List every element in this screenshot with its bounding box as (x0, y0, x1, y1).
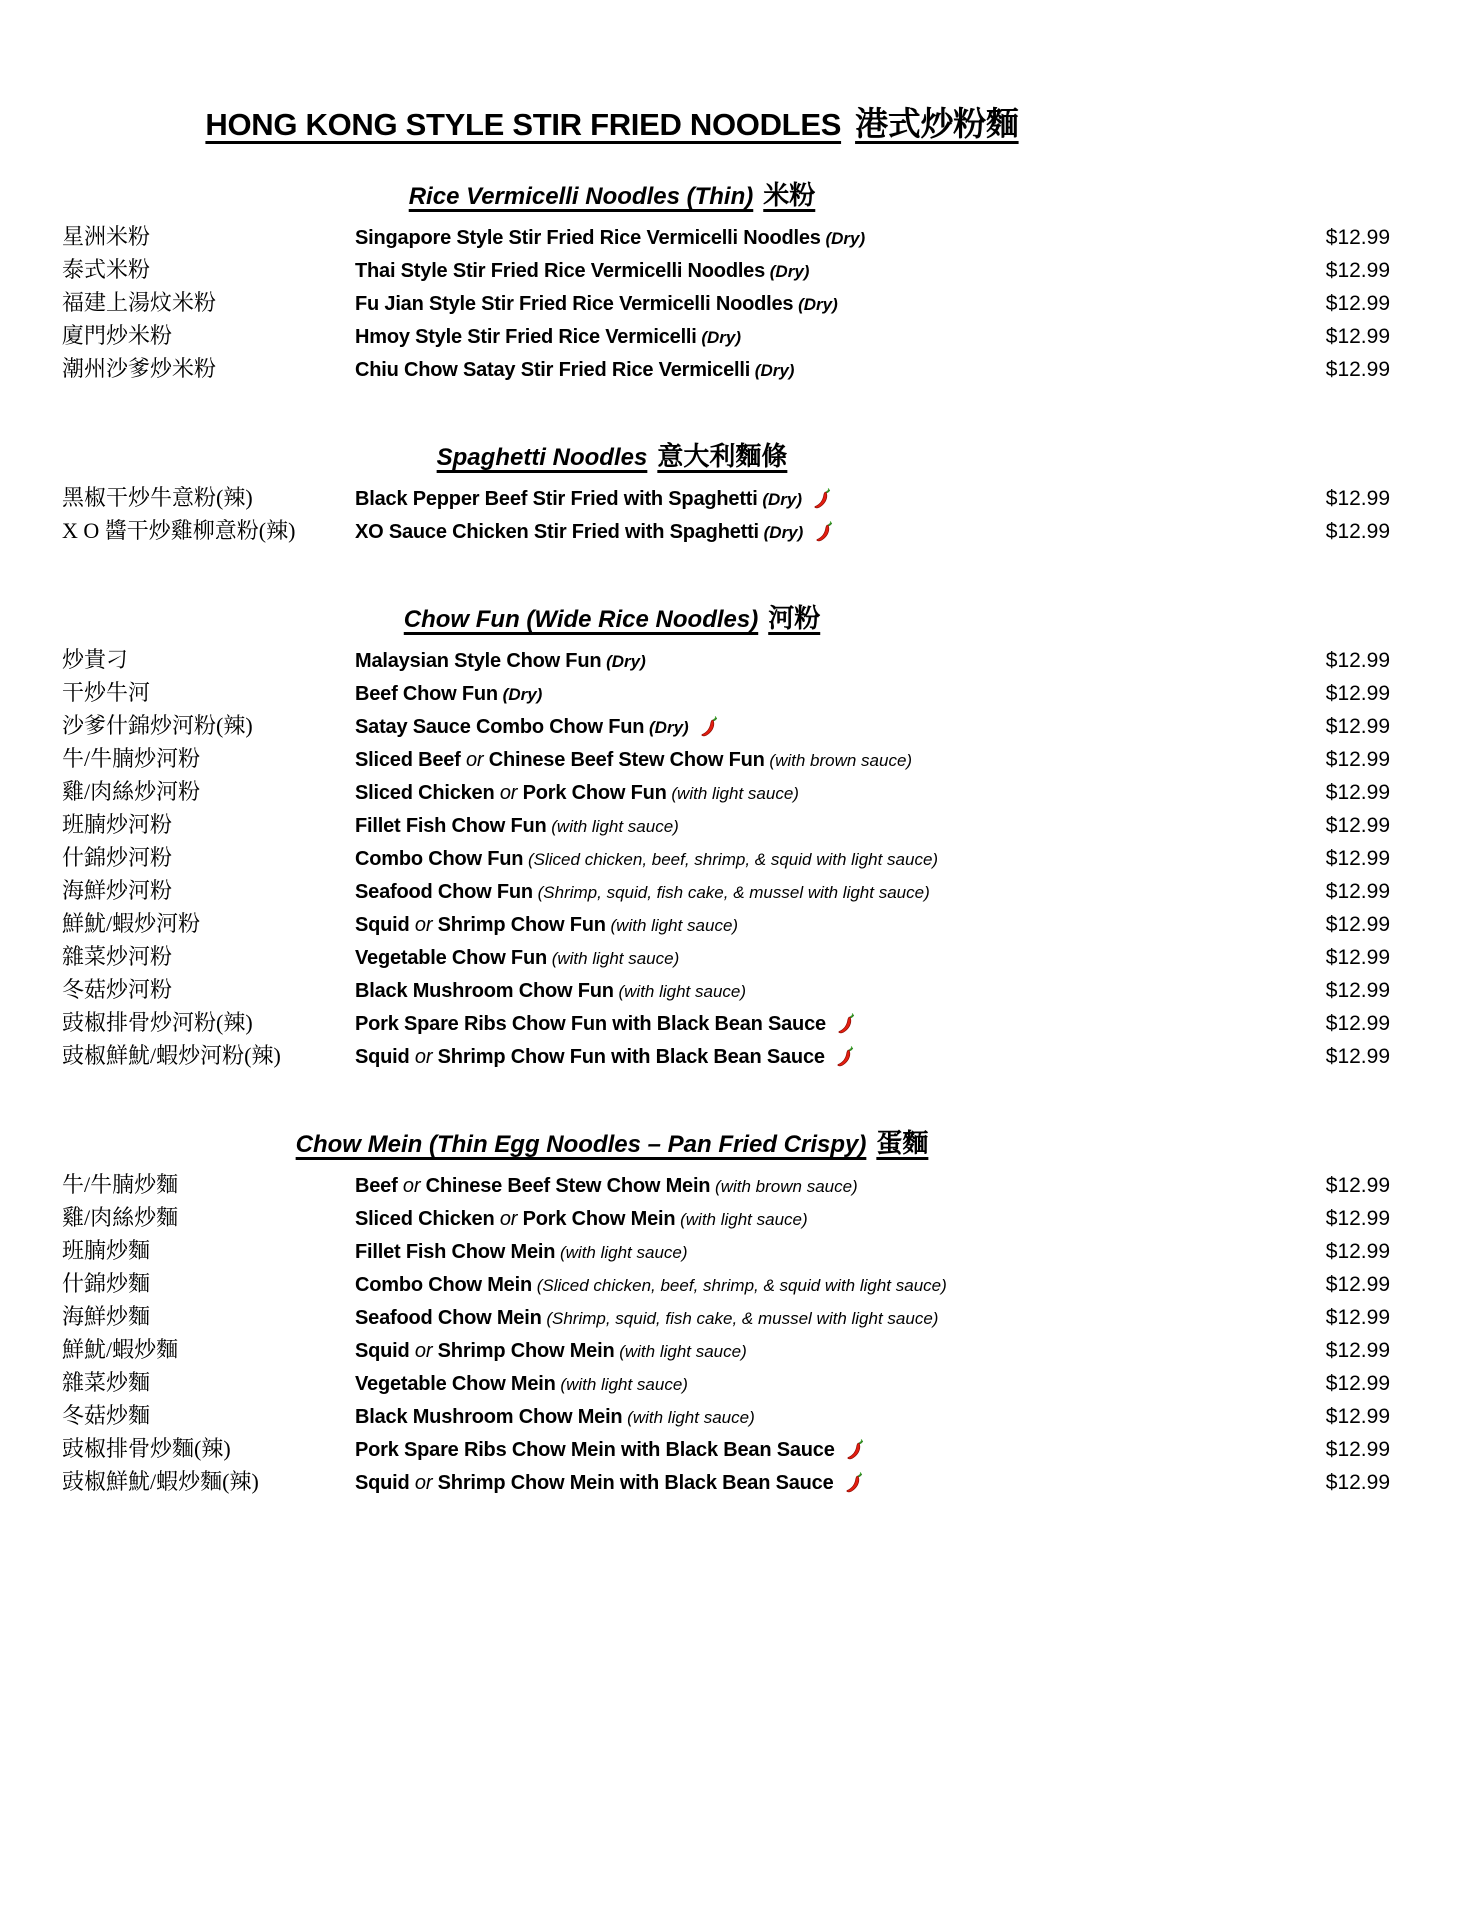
item-name-chinese: 雜菜炒麵 (62, 1370, 151, 1395)
item-price: $12.99 (1325, 1339, 1390, 1362)
menu-sections (62, 175, 1390, 1499)
item-name-english: Combo Chow Mein (Sliced chicken, beef, shrimp, & squid with light sauce) (355, 1274, 947, 1296)
item-name-english: Combo Chow Fun (Sliced chicken, beef, shrimp, & squid with light sauce) (355, 848, 939, 870)
item-price: $12.99 (1325, 1174, 1390, 1197)
item-name-english: Pork Spare Ribs Chow Fun with Black Bean Sauce (355, 1009, 1295, 1040)
item-name-english: Thai Style Stir Fried Rice Vermicelli Noodles (Dry) (355, 260, 810, 282)
item-name-chinese: 泰式米粉 (62, 257, 151, 282)
item-price: $12.99 (1325, 325, 1390, 348)
menu-item-row (62, 842, 1390, 875)
menu-item-row (62, 1301, 1390, 1334)
item-name-english: Sliced Beef or Chinese Beef Stew Chow Fun (with brown sauce) (355, 749, 913, 771)
item-price: $12.99 (1325, 880, 1390, 903)
section-heading-english: Rice Vermicelli Noodles (Thin) (408, 183, 754, 210)
section-heading-underlined (404, 606, 820, 633)
section-heading (62, 1123, 1162, 1160)
section-heading (62, 436, 1162, 473)
item-price: $12.99 (1325, 814, 1390, 837)
item-name-chinese: 潮州沙爹炒米粉 (62, 356, 217, 381)
item-name-chinese: 豉椒排骨炒麵(辣) (62, 1436, 231, 1461)
menu-section (62, 598, 1390, 1073)
menu-item-row (62, 941, 1390, 974)
item-name-chinese: 炒貴刁 (62, 647, 129, 672)
item-price: $12.99 (1325, 1438, 1390, 1461)
item-price: $12.99 (1325, 1273, 1390, 1296)
chili-pepper-icon (838, 1013, 855, 1034)
menu-item-row (62, 809, 1390, 842)
menu-item-row (62, 743, 1390, 776)
item-name-english: Satay Sauce Combo Chow Fun (Dry) (355, 712, 1295, 743)
section-heading-chinese: 米粉 (763, 181, 816, 210)
item-price: $12.99 (1325, 913, 1390, 936)
item-price: $12.99 (1325, 358, 1390, 381)
item-name-english: Seafood Chow Mein (Shrimp, squid, fish cake, & mussel with light sauce) (355, 1307, 939, 1329)
item-price: $12.99 (1325, 847, 1390, 870)
item-name-chinese: 海鮮炒麵 (62, 1304, 151, 1329)
menu-item-row (62, 1268, 1390, 1301)
item-name-english: Vegetable Chow Mein (with light sauce) (355, 1373, 688, 1395)
section-heading-english: Chow Fun (Wide Rice Noodles) (403, 606, 759, 633)
menu-item-row (62, 1169, 1390, 1202)
item-name-english: Sliced Chicken or Pork Chow Fun (with light sauce) (355, 782, 799, 804)
menu-item-row (62, 353, 1390, 386)
item-name-chinese: 牛/牛腩炒河粉 (62, 746, 201, 771)
menu-item-row (62, 1007, 1390, 1040)
item-name-chinese: 黑椒干炒牛意粉(辣) (62, 485, 253, 510)
menu-item-row (62, 644, 1390, 677)
item-name-english: Squid or Shrimp Chow Fun with Black Bean Sauce (355, 1042, 1295, 1073)
item-price: $12.99 (1325, 520, 1390, 543)
section-heading-english: Chow Mein (Thin Egg Noodles – Pan Fried Crispy) (295, 1131, 867, 1158)
item-name-english: Seafood Chow Fun (Shrimp, squid, fish cake, & mussel with light sauce) (355, 881, 930, 903)
item-name-english: Pork Spare Ribs Chow Mein with Black Bean Sauce (355, 1435, 1295, 1466)
item-name-english: XO Sauce Chicken Stir Fried with Spaghetti (Dry) (355, 517, 1295, 548)
section-rows (62, 1169, 1390, 1499)
item-name-chinese: 冬菇炒河粉 (62, 977, 173, 1002)
chili-pepper-icon (846, 1472, 863, 1493)
menu-item-row (62, 1334, 1390, 1367)
menu-item-row (62, 1466, 1390, 1499)
menu-item-row (62, 1040, 1390, 1073)
chili-pepper-icon (847, 1439, 864, 1460)
section-heading-underlined (296, 1131, 929, 1158)
item-price: $12.99 (1325, 649, 1390, 672)
section-heading-chinese: 意大利麵條 (657, 442, 788, 471)
item-name-english: Sliced Chicken or Pork Chow Mein (with light sauce) (355, 1208, 808, 1230)
item-price: $12.99 (1325, 748, 1390, 771)
menu-item-row (62, 515, 1390, 548)
item-name-chinese: 豉椒鮮魷/蝦炒麵(辣) (62, 1469, 259, 1494)
chili-pepper-icon (816, 521, 833, 542)
item-name-chinese: 沙爹什錦炒河粉(辣) (62, 713, 253, 738)
item-name-english: Squid or Shrimp Chow Fun (with light sauce) (355, 914, 739, 936)
item-name-chinese: 什錦炒麵 (62, 1271, 151, 1296)
item-price: $12.99 (1325, 1012, 1390, 1035)
item-name-chinese: 什錦炒河粉 (62, 845, 173, 870)
section-heading-underlined (409, 183, 816, 210)
item-price: $12.99 (1325, 1471, 1390, 1494)
section-heading-underlined (437, 444, 788, 471)
item-price: $12.99 (1325, 226, 1390, 249)
item-price: $12.99 (1325, 1405, 1390, 1428)
item-name-english: Black Pepper Beef Stir Fried with Spaghetti (Dry) (355, 484, 1295, 515)
chili-pepper-icon (814, 488, 831, 509)
item-name-english: Fu Jian Style Stir Fried Rice Vermicelli Noodles (Dry) (355, 293, 838, 315)
section-heading-chinese: 河粉 (768, 604, 821, 633)
page-title-chinese: 港式炒粉麵 (855, 107, 1019, 143)
item-name-english: Fillet Fish Chow Fun (with light sauce) (355, 815, 679, 837)
item-name-chinese: 豉椒鮮魷/蝦炒河粉(辣) (62, 1043, 281, 1068)
menu-item-row (62, 677, 1390, 710)
menu-section (62, 436, 1390, 548)
menu-item-row (62, 908, 1390, 941)
item-name-english: Singapore Style Stir Fried Rice Vermicelli Noodles (Dry) (355, 227, 866, 249)
item-name-chinese: 冬菇炒麵 (62, 1403, 151, 1428)
item-name-chinese: 班腩炒河粉 (62, 812, 173, 837)
menu-item-row (62, 221, 1390, 254)
menu-item-row (62, 1400, 1390, 1433)
section-rows (62, 482, 1390, 548)
menu-item-row (62, 287, 1390, 320)
chili-pepper-icon (701, 716, 718, 737)
item-name-chinese: 干炒牛河 (62, 680, 151, 705)
item-name-chinese: 雜菜炒河粉 (62, 944, 173, 969)
item-name-english: Black Mushroom Chow Mein (with light sauce) (355, 1406, 755, 1428)
menu-item-row (62, 482, 1390, 515)
menu-section (62, 175, 1390, 386)
item-price: $12.99 (1325, 292, 1390, 315)
section-rows (62, 644, 1390, 1073)
section-heading (62, 598, 1162, 635)
item-price: $12.99 (1325, 781, 1390, 804)
item-name-chinese: X O 醬干炒雞柳意粉(辣) (62, 518, 296, 543)
item-name-english: Squid or Shrimp Chow Mein with Black Bean Sauce (355, 1468, 1295, 1499)
menu-item-row (62, 776, 1390, 809)
menu-item-row (62, 710, 1390, 743)
item-name-chinese: 廈門炒米粉 (62, 323, 173, 348)
item-price: $12.99 (1325, 1207, 1390, 1230)
menu-item-row (62, 1235, 1390, 1268)
item-price: $12.99 (1325, 1045, 1390, 1068)
section-rows (62, 221, 1390, 386)
item-name-chinese: 鮮魷/蝦炒麵 (62, 1337, 179, 1362)
item-name-chinese: 雞/肉絲炒河粉 (62, 779, 201, 804)
item-price: $12.99 (1325, 1240, 1390, 1263)
section-heading (62, 175, 1162, 212)
item-name-english: Fillet Fish Chow Mein (with light sauce) (355, 1241, 688, 1263)
item-price: $12.99 (1325, 487, 1390, 510)
page-title-underlined (205, 107, 1018, 142)
item-name-english: Chiu Chow Satay Stir Fried Rice Vermicelli (Dry) (355, 359, 795, 381)
item-name-chinese: 雞/肉絲炒麵 (62, 1205, 179, 1230)
item-name-chinese: 牛/牛腩炒麵 (62, 1172, 179, 1197)
item-price: $12.99 (1325, 946, 1390, 969)
item-name-chinese: 海鮮炒河粉 (62, 878, 173, 903)
chili-pepper-icon (837, 1046, 854, 1067)
item-name-english: Malaysian Style Chow Fun (Dry) (355, 650, 646, 672)
section-heading-english: Spaghetti Noodles (436, 444, 648, 471)
item-price: $12.99 (1325, 979, 1390, 1002)
menu-item-row (62, 974, 1390, 1007)
item-price: $12.99 (1325, 259, 1390, 282)
menu-section (62, 1123, 1390, 1499)
item-name-chinese: 班腩炒麵 (62, 1238, 151, 1263)
item-name-chinese: 星洲米粉 (62, 224, 151, 249)
section-heading-chinese: 蛋麵 (876, 1129, 929, 1158)
item-name-chinese: 豉椒排骨炒河粉(辣) (62, 1010, 253, 1035)
item-name-english: Hmoy Style Stir Fried Rice Vermicelli (Dry) (355, 326, 742, 348)
item-price: $12.99 (1325, 1372, 1390, 1395)
menu-item-row (62, 1433, 1390, 1466)
page-title-english: HONG KONG STYLE STIR FRIED NOODLES (205, 107, 842, 142)
item-name-chinese: 福建上湯炆米粉 (62, 290, 217, 315)
menu-item-row (62, 320, 1390, 353)
menu-item-row (62, 1367, 1390, 1400)
menu-item-row (62, 254, 1390, 287)
menu-item-row (62, 1202, 1390, 1235)
item-name-english: Black Mushroom Chow Fun (with light sauce) (355, 980, 747, 1002)
item-name-chinese: 鮮魷/蝦炒河粉 (62, 911, 201, 936)
item-price: $12.99 (1325, 1306, 1390, 1329)
page-title (62, 98, 1162, 145)
item-name-english: Beef Chow Fun (Dry) (355, 683, 543, 705)
item-price: $12.99 (1325, 682, 1390, 705)
item-name-english: Vegetable Chow Fun (with light sauce) (355, 947, 680, 969)
menu-item-row (62, 875, 1390, 908)
item-price: $12.99 (1325, 715, 1390, 738)
item-name-english: Beef or Chinese Beef Stew Chow Mein (with brown sauce) (355, 1175, 858, 1197)
item-name-english: Squid or Shrimp Chow Mein (with light sauce) (355, 1340, 747, 1362)
